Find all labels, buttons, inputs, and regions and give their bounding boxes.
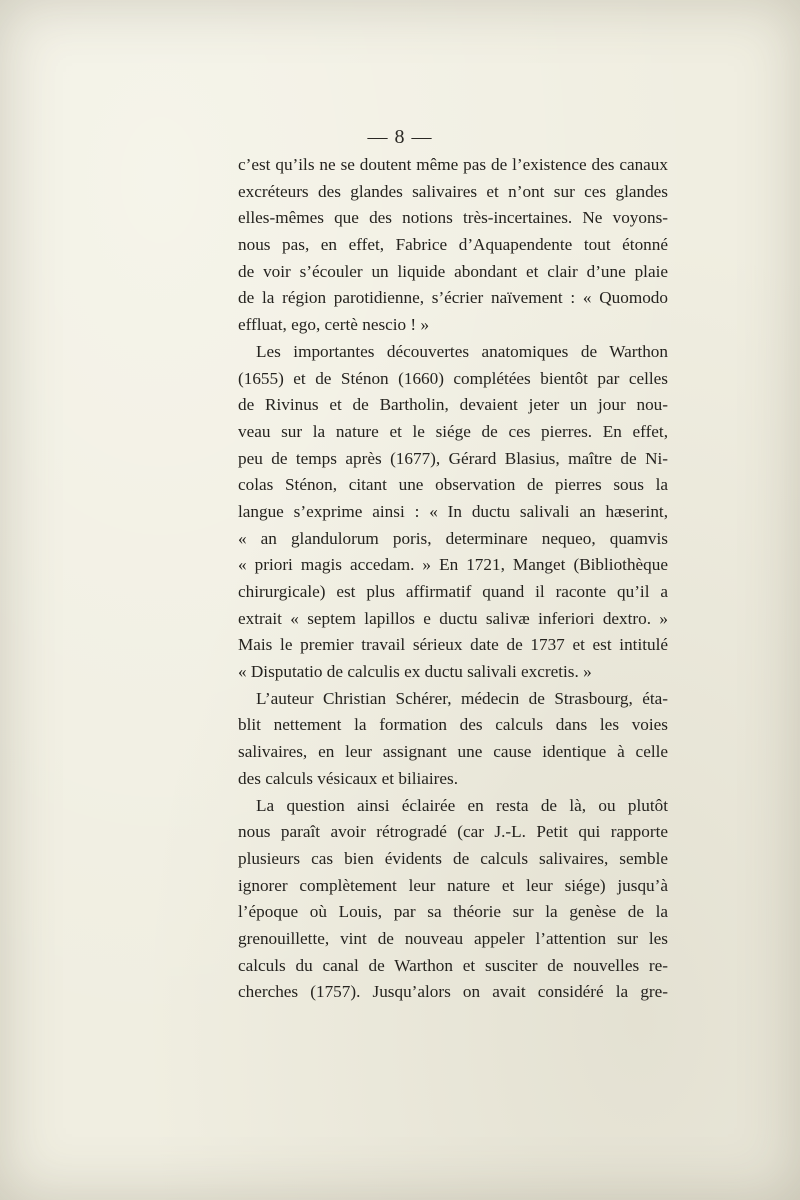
text-line: (1655) et de Sténon (1660) complétées bientôt par celles xyxy=(238,368,668,388)
text-line: de la région parotidienne, s’écrier naïvement : « Quomodo xyxy=(238,288,668,308)
text-line: « an glandulorum poris, determinare nequeo, quamvis xyxy=(238,528,668,548)
page-number: — 8 — xyxy=(367,126,433,148)
text-line: colas Sténon, citant une observation de pierres sous la xyxy=(238,475,668,495)
text-line: « Disputatio de calculis ex ductu salivali excretis. » xyxy=(238,662,592,682)
text-line: grenouillette, vint de nouveau appeler l’attention sur les xyxy=(238,928,668,948)
text-line: ignorer complètement leur nature et leur siége) jusqu’à xyxy=(238,875,668,895)
text-line: blit nettement la formation des calculs dans les voies xyxy=(238,715,668,735)
text-line: Mais le premier travail sérieux date de 1737 et est intitulé xyxy=(238,635,668,655)
text-line: salivaires, en leur assignant une cause identique à celle xyxy=(238,742,668,762)
text-line: l’époque où Louis, par sa théorie sur la genèse de la xyxy=(238,902,668,922)
text-line: peu de temps après (1677), Gérard Blasius, maître de Ni- xyxy=(238,448,668,468)
body-text xyxy=(238,152,668,1006)
text-line: calculs du canal de Warthon et susciter de nouvelles re- xyxy=(238,955,668,975)
text-line: des calculs vésicaux et biliaires. xyxy=(238,768,459,788)
text-line: c’est qu’ils ne se doutent même pas de l’existence des canaux xyxy=(238,155,668,174)
text-line: cherches (1757). Jusqu’alors on avait considéré la gre- xyxy=(238,982,668,1002)
text-line: excréteurs des glandes salivaires et n’ont sur ces glandes xyxy=(238,181,668,201)
text-line: extrait « septem lapillos e ductu salivæ inferiori dextro. » xyxy=(238,608,668,628)
paragraph-start-line: Les importantes découvertes anatomiques de Warthon xyxy=(256,341,668,361)
text-line: « priori magis accedam. » En 1721, Manget (Bibliothèque xyxy=(238,555,668,575)
paragraph-start-line: La question ainsi éclairée en resta de là, ou plutôt xyxy=(256,795,668,815)
paragraph-start-line: L’auteur Christian Schérer, médecin de Strasbourg, éta- xyxy=(256,688,668,708)
text-line: effluat, ego, certè nescio ! » xyxy=(238,315,430,335)
text-line: de Rivinus et de Bartholin, devaient jeter un jour nou- xyxy=(238,395,668,415)
text-line: chirurgicale) est plus affirmatif quand il raconte qu’il a xyxy=(238,582,668,601)
text-line: veau sur la nature et le siége de ces pierres. En effet, xyxy=(238,421,668,441)
text-line: nous paraît avoir rétrogradé (car J.-L. Petit qui rapporte xyxy=(238,822,668,842)
text-line: nous pas, en effet, Fabrice d’Aquapendente tout étonné xyxy=(238,235,668,255)
text-line: elles-mêmes que des notions très-incertaines. Ne voyons- xyxy=(238,208,668,228)
text-line: plusieurs cas bien évidents de calculs salivaires, semble xyxy=(238,848,668,868)
text-line: de voir s’écouler un liquide abondant et clair d’une plaie xyxy=(238,261,668,281)
text-line: langue s’exprime ainsi : « In ductu salivali an hæserint, xyxy=(238,501,668,521)
